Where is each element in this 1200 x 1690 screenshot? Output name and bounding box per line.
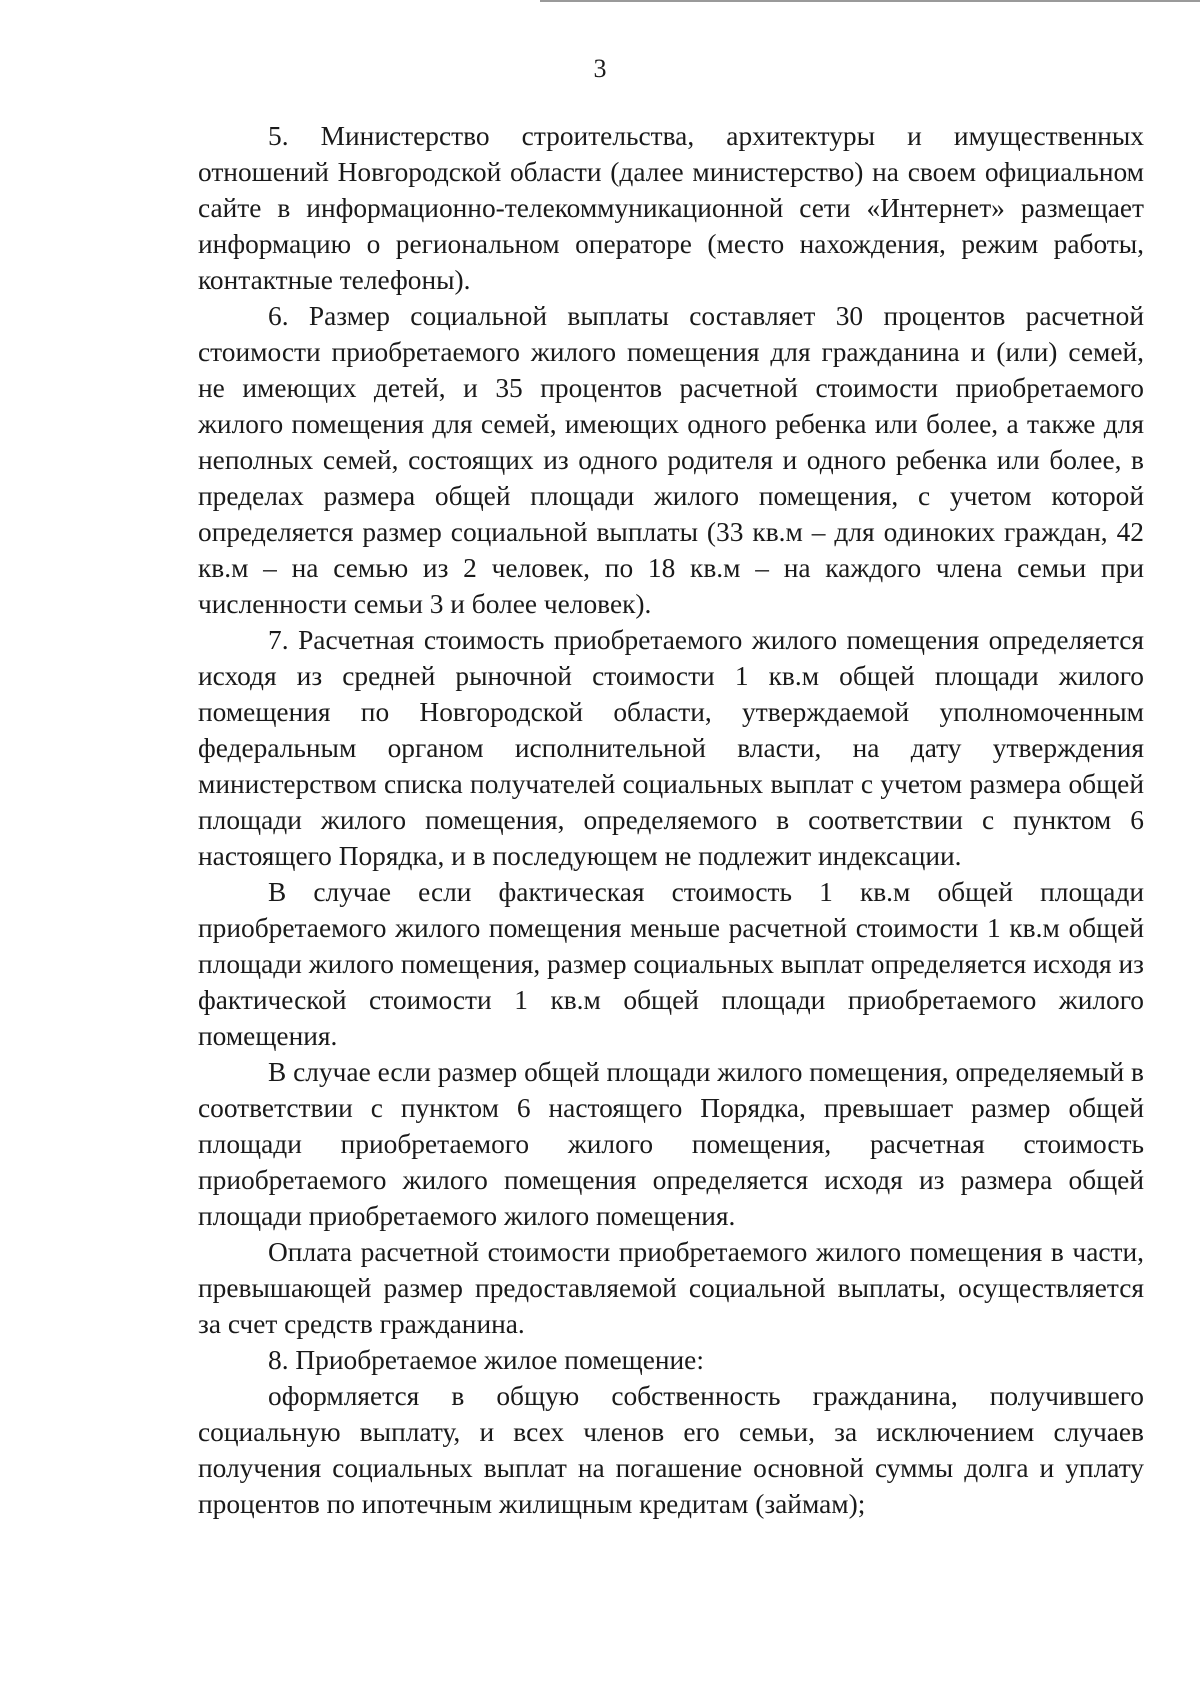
paragraph-8: 8. Приобретаемое жилое помещение: — [268, 1345, 704, 1375]
scan-edge-line — [540, 0, 1200, 2]
paragraph-7-case-larger-area: В случае если размер общей площади жилого помещения, определяемый в соответствии с пунктом 6 настоящего Порядка, превышает размер общей площади приобретаемого жилого помещения, расчетная стоимость приобретаемого жилого помещения определяется исходя из размера общей площади приобретаемого жилого помещения. — [198, 1057, 1144, 1231]
paragraph-6: 6. Размер социальной выплаты составляет 30 процентов расчетной стоимости приобретаемого жилого помещения для гражданина и (или) семей, не имеющих детей, и 35 процентов расчетной стоимости приобретаемого жилого помещения для семей, имеющих одного ребенка или более, а также для неполных семей, состоящих из одного родителя и одного ребенка или более, в пределах размера общей площади жилого помещения, с учетом которой определяется размер социальной выплаты (33 кв.м – для одиноких граждан, 42 кв.м – на семью из 2 человек, по 18 кв.м – на каждого члена семьи при численности семьи 3 и более человек). — [198, 301, 1144, 619]
paragraph-5: 5. Министерство строительства, архитектуры и имущественных отношений Новгородской области (далее министерство) на своем официальном сайте в информационно-телекоммуникационной сети «Интернет» размещает информацию о региональном операторе (место нахождения, режим работы, контактные телефоны). — [198, 121, 1144, 295]
document-body — [198, 118, 1144, 1522]
paragraph-8-ownership: оформляется в общую собственность гражданина, получившего социальную выплату, и всех членов его семьи, за исключением случаев получения социальных выплат на погашение основной суммы долга и уплату процентов по ипотечным жилищным кредитам (займам); — [198, 1381, 1144, 1519]
paragraph-7: 7. Расчетная стоимость приобретаемого жилого помещения определяется исходя из средней рыночной стоимости 1 кв.м общей площади жилого помещения по Новгородской области, утверждаемой уполномоченным федеральным органом исполнительной власти, на дату утверждения министерством списка получателей социальных выплат с учетом размера общей площади жилого помещения, определяемого в соответствии с пунктом 6 настоящего Порядка, и в последующем не подлежит индексации. — [198, 625, 1144, 871]
paragraph-7-payment: Оплата расчетной стоимости приобретаемого жилого помещения в части, превышающей размер предоставляемой социальной выплаты, осуществляется за счет средств гражданина. — [198, 1237, 1144, 1339]
page-number: 3 — [593, 54, 607, 83]
paragraph-7-case-lower-cost: В случае если фактическая стоимость 1 кв.м общей площади приобретаемого жилого помещения меньше расчетной стоимости 1 кв.м общей площади жилого помещения, размер социальных выплат определяется исходя из фактической стоимости 1 кв.м общей площади приобретаемого жилого помещения. — [198, 877, 1144, 1051]
